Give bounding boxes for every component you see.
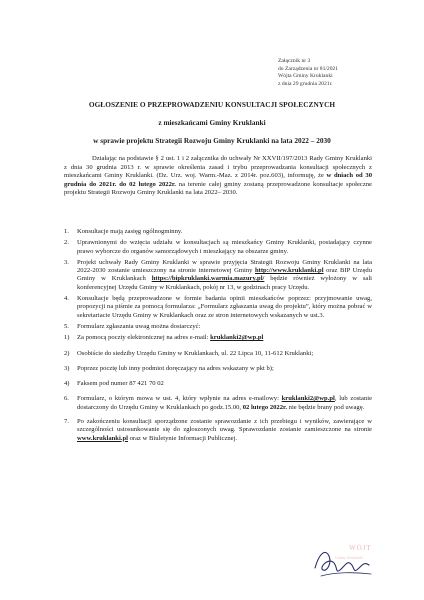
website-link[interactable]: www.kruklanki.pl: [77, 434, 128, 442]
annex-note: [278, 58, 338, 88]
item-number: 7.: [64, 418, 69, 426]
sub-item-text: Osobiście do siedziby Urzędu Gminy w Kruklankach, ul. 22 Lipca 10, 11-612 Kruklanki;: [77, 349, 314, 357]
sub-item-number: 4): [64, 380, 70, 388]
announcement-subtitle: z mieszkańcami Gminy Kruklanki: [158, 118, 266, 127]
signature-stamp: [305, 532, 385, 582]
website-link[interactable]: http://www.kruklanki.pl: [255, 267, 324, 275]
sub-item-number: 2): [64, 349, 70, 357]
sub-item-text: Faksem pod numer 87 421 70 02: [77, 380, 164, 388]
annex-line-3: Wójta Gminy Kruklanki: [278, 73, 333, 80]
bip-link[interactable]: https://bipkruklanki.warmia.mazury.pl/: [151, 275, 265, 283]
item-text-part: Projekt uchwały Rady Gminy Kruklanki w sprawie przyjęcia Strategii Rozwoju Gminy Kruklanki na lata 2022-2030 zostanie umieszczony na stronie internetowej Gminy: [77, 258, 372, 275]
annex-line-2: do Zarządzenia nr 81/2021: [278, 65, 339, 72]
item-text: [77, 395, 372, 412]
item-number: 1.: [64, 228, 69, 235]
item-number: 2.: [64, 239, 69, 247]
annex-line-4: z dnia 29 grudnia 2021r.: [278, 80, 333, 87]
intro-text-1: Działając na podstawie § 2 ust. 1 i 2 załącznika do uchwały Nr XXVII/197/2013 Rady Gminy Kruklanki z dnia 30 grudnia 2013 r. w sprawie określenia zasad i trybu przeprowadzania konsultacji społecznych z mieszkańcami Gminy Kruklanki. (Dz. Urz. woj. Warm.-Maz. z 2014r. poz.603), informuję, że: [64, 155, 372, 180]
item-number: 4.: [64, 295, 69, 303]
sub-item-number: 1): [64, 334, 70, 342]
item-text-part: , lub zostanie dostarczony do Urzędu Gminy w Kruklankach po godz.15.00,: [77, 395, 372, 411]
item-text-part: Po zakończeniu konsultacji sporządzone zostanie sprawozdanie z ich przebiegu i wyników, zawierające w szczególności ustosunkowanie się do zgłoszonych uwag. Sprawozdanie zostanie zamieszczone na stronie: [77, 418, 372, 434]
item-text: [77, 259, 372, 292]
sub-item: [64, 350, 372, 358]
item-text-part: Formularz, o którym mowa w ust. 4, który wpłynie na adres e-mailowy:: [77, 395, 282, 403]
item-text: Konsultacje mają zasięg ogólnogminny.: [77, 228, 183, 235]
sub-item-text-part: Za pomocą poczty elektronicznej na adres e-mail:: [77, 334, 211, 342]
sub-item: [64, 380, 372, 388]
list-item: [64, 395, 372, 412]
sub-item-text: [77, 334, 263, 342]
item-text-part: nie będzie brany pod uwagę.: [287, 403, 365, 411]
announcement-heading: [40, 100, 384, 146]
sub-item: [64, 334, 372, 342]
list-item: [64, 323, 372, 331]
list-item: [64, 295, 372, 320]
email-link[interactable]: kruklanki2@wp.pl: [210, 334, 264, 342]
item-text: Konsultacje będą przeprowadzone w formie badania opinii mieszkańców poprzez: przyjmowanie uwag, propozycji na piśmie za pomocą formularza: „Formularz zgłaszania uwag do projektu”, który można pobrać w sekretariacie Urzędu Gminy w Kruklankach oraz ze stron internetowych wskazanych w ust.3.: [77, 295, 372, 319]
item-text: Uprawnionymi do wzięcia udziału w konsultacjach są mieszkańcy Gminy Kruklanki, posiadający czynne prawo wyborcze do organów samorządowych i mieszkający na obszarze gminy.: [77, 239, 372, 255]
item-text-part: będzie również wyłożony w sali konferencyjnej Urzędu Gminy w Kruklankach, pokój nr 13, w godzinach pracy Urzędu.: [77, 275, 373, 291]
signature-underline: [321, 573, 371, 576]
item-number: 6.: [64, 395, 69, 403]
item-text: [77, 418, 372, 443]
item-number: 5.: [64, 322, 69, 330]
numbered-list: [64, 228, 372, 446]
intro-dates: w dniach od 30 grudnia do 2021r. do 02 lutego 2022r.: [64, 172, 372, 188]
item-text-part: oraz w Biuletynie Informacji Publicznej.: [127, 434, 238, 442]
stamp-sub-text: Gminy Kruklanki: [335, 555, 364, 560]
intro-paragraph: [64, 155, 372, 198]
item-number: 3.: [64, 258, 69, 266]
item-text-part: oraz BIP Urzędu Gminy w Kruklankach: [77, 267, 372, 283]
email-link[interactable]: kruklanki2@wp.pl: [281, 395, 335, 403]
intro-text-2: na terenie całej gminy zostaną przeprowadzone konsultacje społeczne projektu Strategii Rozwoju Gminy Kruklanki na lata 2022– 2030.: [64, 180, 372, 197]
sub-item-number: 3): [64, 364, 70, 372]
list-item: [64, 228, 372, 236]
annex-line-1: Załącznik nr 3: [278, 58, 311, 64]
sub-item: [64, 365, 372, 373]
announcement-title: OGŁOSZENIE O PRZEPROWADZENIU KONSULTACJI SPOŁECZNYCH: [88, 100, 336, 109]
stamp-text: WÓJT: [349, 544, 372, 552]
announcement-topic: w sprawie projektu Strategii Rozwoju Gminy Kruklanki na lata 2022 – 2030: [93, 136, 331, 145]
list-item: [64, 259, 372, 292]
list-item: [64, 239, 372, 256]
sub-item-text: Poprzez pocztę lub inny podmiot doręczający na adres wskazany w pkt b);: [77, 364, 274, 372]
list-item: [64, 418, 372, 443]
deadline-date: 02 lutego 2022r.: [242, 403, 287, 411]
item-text: Formularz zgłaszania uwag można dostarczyć:: [77, 322, 201, 330]
